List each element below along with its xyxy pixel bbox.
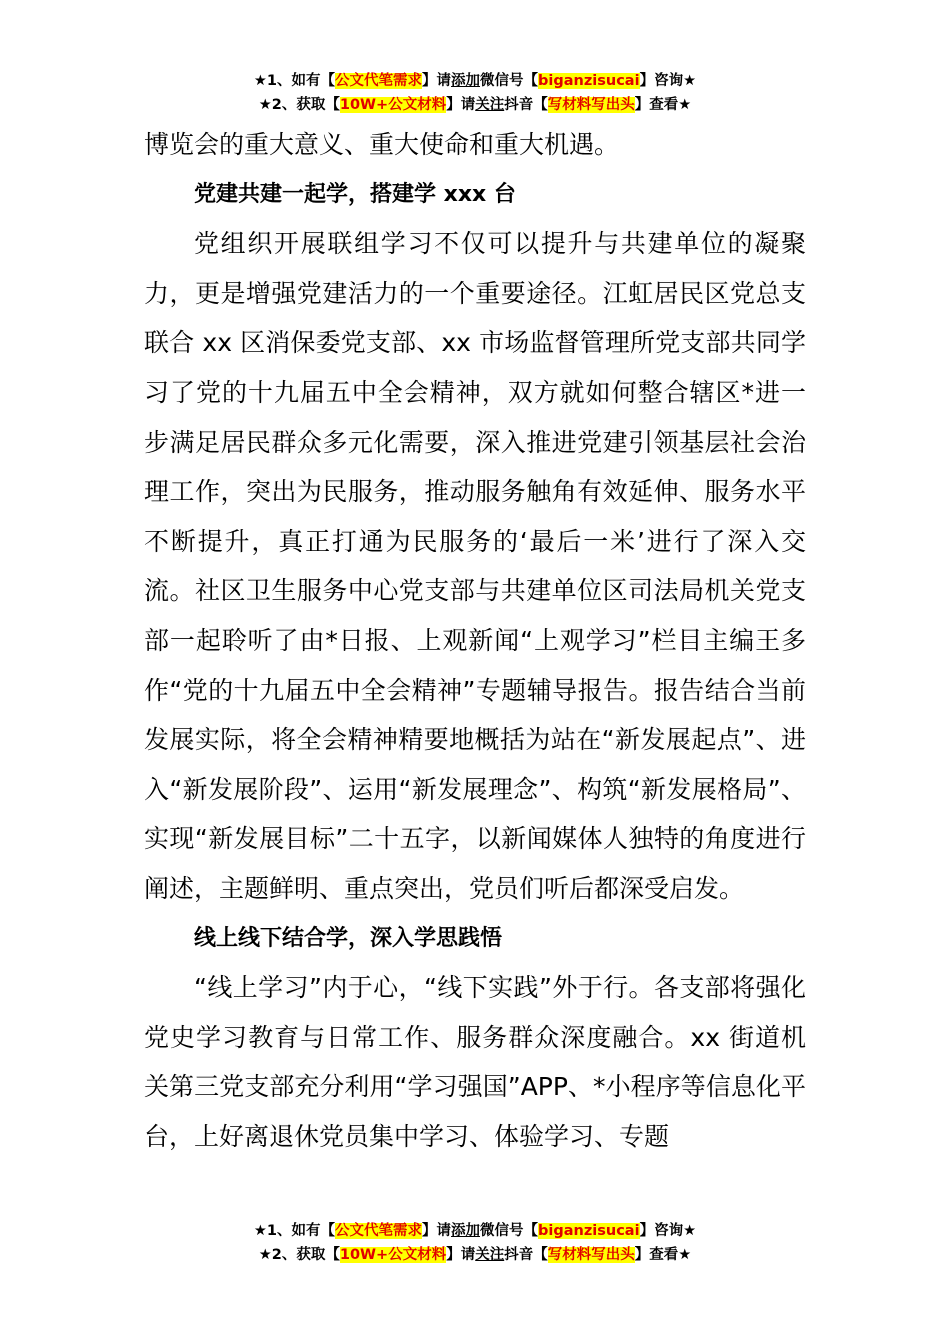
promo-line-2-highlight-douyin: 写材料写出头 (547, 97, 635, 113)
promo-line-2-text-b: 抖音【 (504, 97, 548, 113)
document-body (144, 120, 806, 1161)
promo-line-2-text: 】请 (446, 1247, 476, 1263)
promo-line-1-highlight-wechat: biganzisucai (538, 1223, 640, 1239)
promo-line-1-suffix: 】咨询★ (639, 1223, 697, 1239)
bottom-promo-banner (0, 1219, 950, 1267)
promo-line-1-text: 】请 (422, 1223, 452, 1239)
promo-line-2-prefix: ★2、获取【 (258, 97, 340, 113)
promo-line-1-underlined: 添加 (451, 1223, 481, 1239)
promo-line-2 (0, 93, 950, 117)
promo-line-1-highlight-service: 公文代笔需求 (335, 73, 423, 89)
top-promo-banner (0, 69, 950, 117)
promo-line-2-text-b: 抖音【 (504, 1247, 548, 1263)
promo-line-1-text: 】请 (422, 73, 452, 89)
promo-line-2-suffix: 】查看★ (634, 97, 692, 113)
continuation-paragraph: 博览会的重大意义、重大使命和重大机遇。 (144, 130, 620, 159)
promo-line-2-highlight-materials: 10W+公文材料 (339, 1247, 447, 1263)
promo-line-2-underlined: 关注 (475, 1247, 505, 1263)
promo-line-1-underlined: 添加 (451, 73, 481, 89)
promo-line-2-prefix: ★2、获取【 (258, 1247, 340, 1263)
section-heading-joint-study: 党建共建一起学，搭建学 xxx 台 (194, 181, 516, 207)
promo-line-1-text-b: 微信号【 (480, 73, 539, 89)
promo-line-2-underlined: 关注 (475, 97, 505, 113)
promo-line-2-highlight-douyin: 写材料写出头 (547, 1247, 635, 1263)
promo-line-1-highlight-service: 公文代笔需求 (335, 1223, 423, 1239)
promo-line-1-highlight-wechat: biganzisucai (538, 73, 640, 89)
promo-line-1-prefix: ★1、如有【 (253, 1223, 336, 1239)
promo-line-1-text-b: 微信号【 (480, 1223, 539, 1239)
paragraph-joint-study: 党组织开展联组学习不仅可以提升与共建单位的凝聚力，更是增强党建活力的一个重要途径。江虹居民区党总支联合 xx 区消保委党支部、xx 市场监督管理所党支部共同学习了党的十九届五中全会精神，双方就如何整合辖区*进一步满足居民群众多元化需要，深入推进党建引领基层社会治理工作，突出为民服务，推动服务触角有效延伸、服务水平不断提升，真正打通为民服务的‘最后一米’进行了深入交流。社区卫生服务中心党支部与共建单位区司法局机关党支部一起聆听了由*日报、上观新闻“上观学习”栏目主编王多作“党的十九届五中全会精神”专题辅导报告。报告结合当前发展实际，将全会精神精要地概括为站在“新发展起点”、进入“新发展阶段”、运用“新发展理念”、构筑“新发展格局”、实现“新发展目标”二十五字，以新闻媒体人独特的角度进行阐述，主题鲜明、重点突出，党员们听后都深受启发。 (144, 229, 806, 903)
section-heading-online-offline: 线上线下结合学，深入学思践悟 (194, 925, 503, 951)
promo-line-2 (0, 1243, 950, 1267)
promo-line-1 (0, 69, 950, 93)
promo-line-1-prefix: ★1、如有【 (253, 73, 336, 89)
promo-line-2-text: 】请 (446, 97, 476, 113)
promo-line-2-highlight-materials: 10W+公文材料 (339, 97, 447, 113)
promo-line-1 (0, 1219, 950, 1243)
paragraph-online-offline: “线上学习”内于心，“线下实践”外于行。各支部将强化党史学习教育与日常工作、服务群众深度融合。xx 街道机关第三党支部充分利用“学习强国”APP、*小程序等信息化平台，上好离退休党员集中学习、体验学习、专题 (144, 973, 806, 1151)
promo-line-2-suffix: 】查看★ (634, 1247, 692, 1263)
promo-line-1-suffix: 】咨询★ (639, 73, 697, 89)
